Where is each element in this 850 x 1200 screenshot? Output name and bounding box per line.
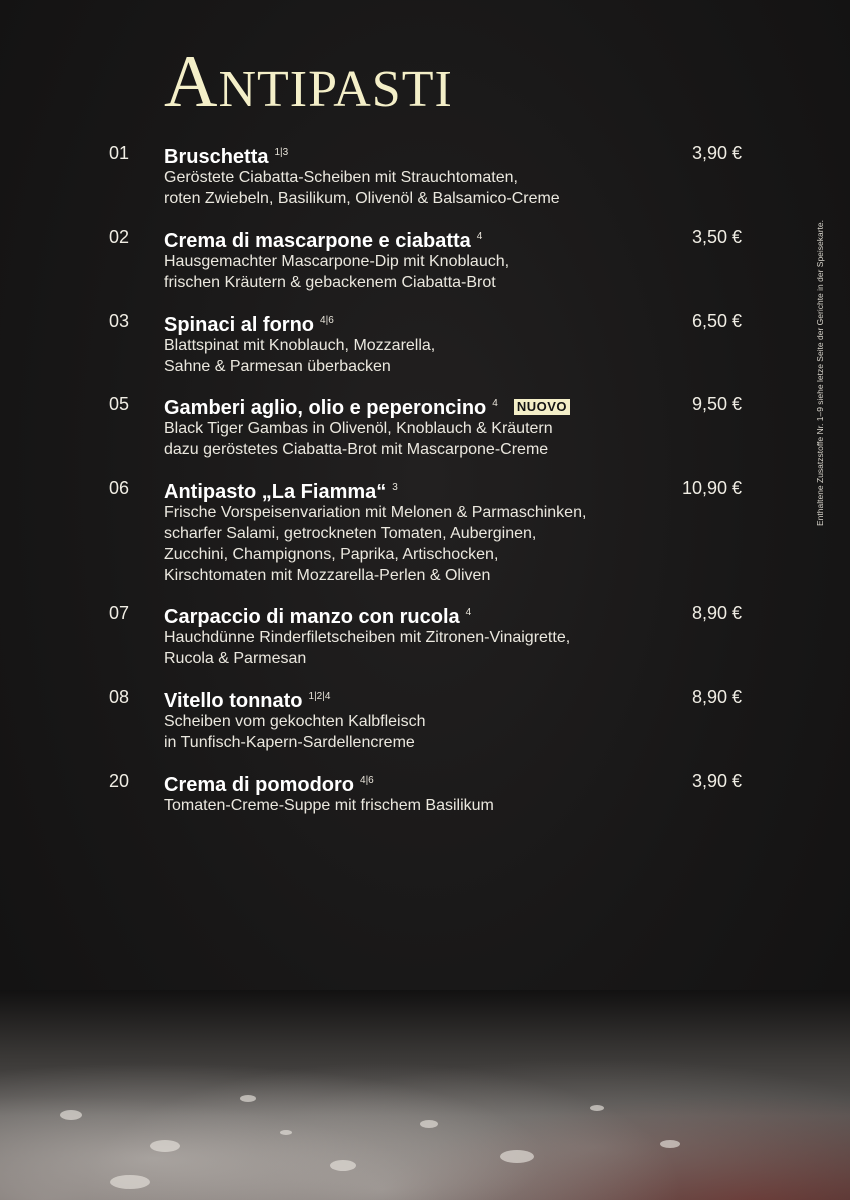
additives-sup: 4 bbox=[465, 607, 472, 618]
item-price: 3,90 € bbox=[691, 143, 742, 163]
item-description: Tomaten-Creme-Suppe mit frischem Basilikum bbox=[164, 797, 494, 814]
item-price: 8,90 € bbox=[691, 603, 742, 623]
item-number: 20 bbox=[109, 771, 130, 791]
item-price: 6,50 € bbox=[691, 311, 742, 331]
item-price: 3,90 € bbox=[691, 771, 742, 791]
additives-sup: 1|2|4 bbox=[308, 691, 331, 702]
additives-note: Enthaltene Zusatzstoffe Nr. 1–9 siehe letze Seite der Gerichte in der Speisekarte. bbox=[815, 219, 825, 526]
item-price: 3,50 € bbox=[691, 227, 742, 247]
item-number: 08 bbox=[109, 687, 130, 707]
item-number: 03 bbox=[109, 311, 130, 331]
item-description: Hauchdünne Rinderfiletscheiben mit Zitronen-Vinaigrette, Rucola & Parmesan bbox=[164, 629, 571, 667]
item-number: 02 bbox=[109, 227, 130, 247]
item-description: Geröstete Ciabatta-Scheiben mit Strauchtomaten, roten Zwiebeln, Basilikum, Olivenöl & Balsamico-Creme bbox=[164, 169, 560, 207]
item-name: Spinaci al forno $^{4|6}$ bbox=[164, 314, 334, 336]
item-name: Crema di pomodoro $^{4|6}$ bbox=[164, 774, 374, 796]
new-badge: NUOVO bbox=[514, 399, 570, 415]
additives-sup: 4 bbox=[476, 231, 483, 242]
item-name: Bruschetta $^{1|3}$ bbox=[164, 146, 289, 168]
item-number: 06 bbox=[109, 478, 130, 498]
additives-sup: 4 bbox=[492, 398, 498, 409]
additives-sup: 1|3 bbox=[274, 147, 289, 158]
item-description: Frische Vorspeisenvariation mit Melonen & Parmaschinken, scharfer Salami, getrockneten Tomaten, Auberginen, Zucchini, Champignons, Paprika, Artischocken, Kirschtomaten mit Mozzarella-Perlen & Oliven bbox=[164, 504, 587, 584]
additives-sup: 4|6 bbox=[360, 775, 374, 786]
item-description: Blattspinat mit Knoblauch, Mozzarella, Sahne & Parmesan überbacken bbox=[164, 337, 436, 375]
item-description: Black Tiger Gambas in Olivenöl, Knoblauch & Kräutern dazu geröstetes Ciabatta-Brot mit Mascarpone-Creme bbox=[164, 420, 553, 458]
page-title: Antipasti bbox=[164, 41, 453, 123]
flour-dusted-surface bbox=[0, 990, 850, 1200]
item-name: Crema di mascarpone e ciabatta $^4$ bbox=[164, 230, 483, 252]
item-description: Hausgemachter Mascarpone-Dip mit Knoblauch, frischen Kräutern & gebackenem Ciabatta-Brot bbox=[164, 253, 510, 291]
item-number: 05 bbox=[109, 394, 130, 414]
item-price: 8,90 € bbox=[691, 687, 742, 707]
item-price: 9,50 € bbox=[691, 394, 742, 414]
item-price: 10,90 € bbox=[681, 478, 742, 498]
item-name: Gamberi aglio, olio e peperoncino $^4$ NUOVO bbox=[164, 392, 570, 420]
item-number: 07 bbox=[109, 603, 130, 623]
additives-sup: 3 bbox=[392, 482, 398, 493]
item-name: Carpaccio di manzo con rucola $^4$ bbox=[164, 606, 472, 628]
item-number: 01 bbox=[109, 143, 130, 163]
item-name: Vitello tonnato $^{1|2|4}$ bbox=[164, 690, 331, 712]
item-name: Antipasto „La Fiamma“ $^3$ bbox=[164, 481, 398, 503]
additives-sup: 4|6 bbox=[320, 315, 334, 326]
item-description: Scheiben vom gekochten Kalbfleisch in Tunfisch-Kapern-Sardellencreme bbox=[164, 713, 426, 751]
